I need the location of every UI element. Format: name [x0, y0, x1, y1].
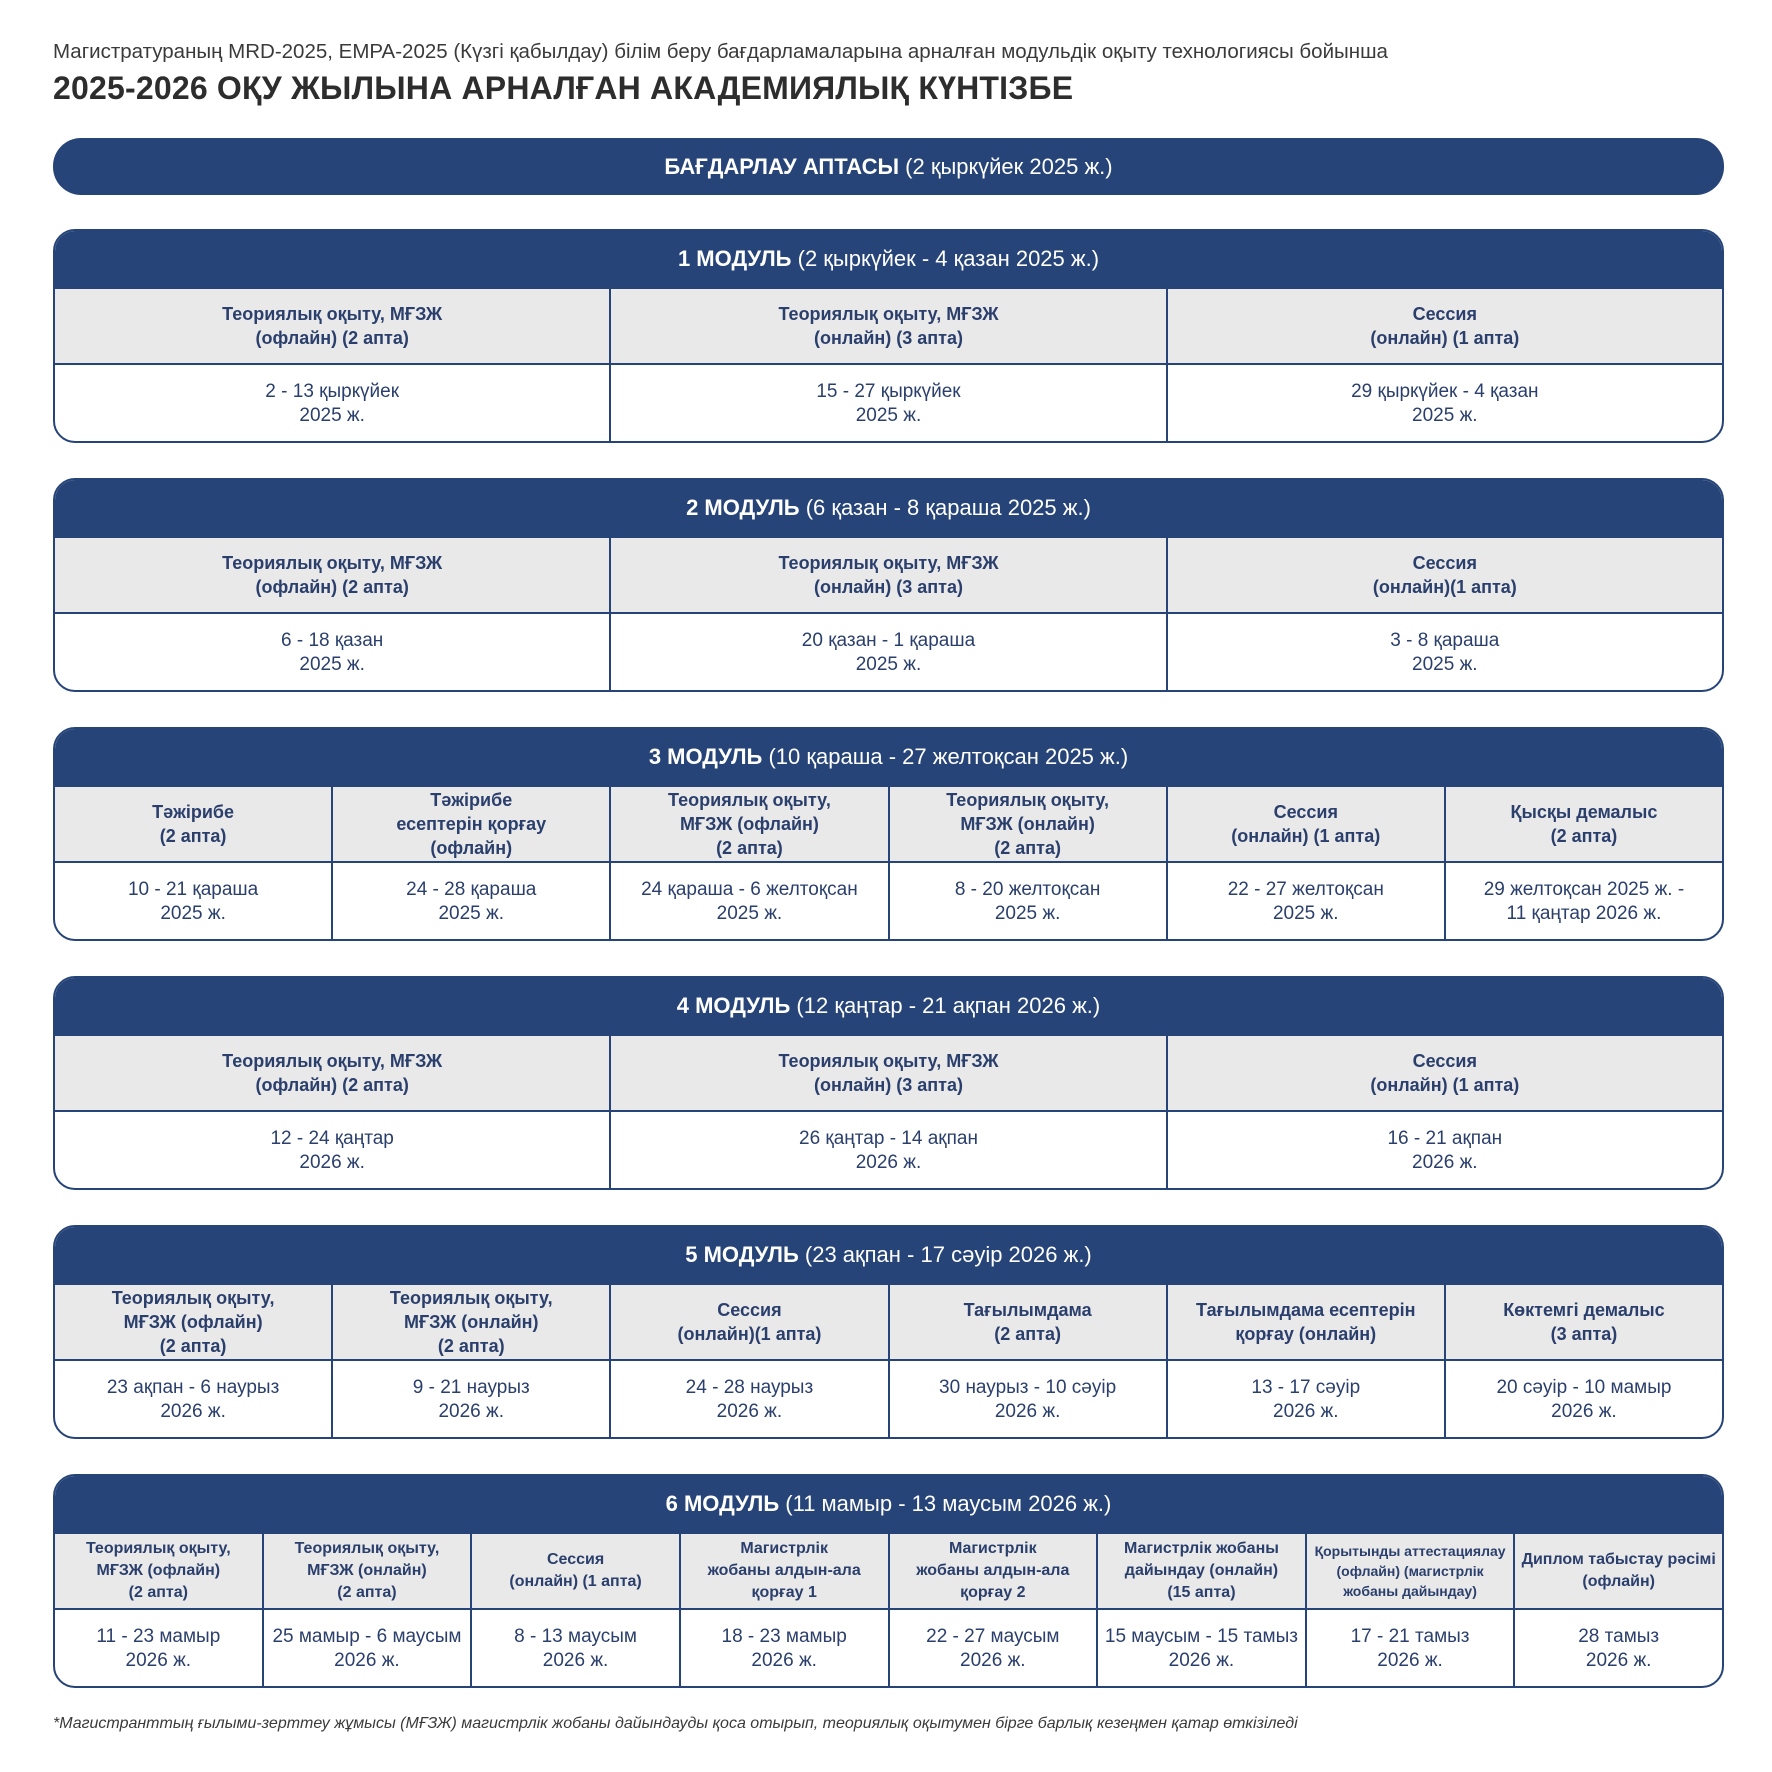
module-column: [1513, 1532, 1722, 1688]
column-header: Теориялық оқыту, МҒЗЖ (офлайн) (2 апта): [611, 785, 887, 863]
module-6-table: [53, 1474, 1724, 1688]
module-grid: [55, 287, 1722, 443]
module-grid: [55, 1034, 1722, 1190]
module-column: [55, 1034, 609, 1190]
column-header: Тәжірибе есептерін қорғау (офлайн): [333, 785, 609, 863]
column-header: Теориялық оқыту, МҒЗЖ (офлайн) (2 апта): [55, 287, 609, 365]
module-1-table: [53, 229, 1724, 443]
module-column: [1166, 287, 1722, 443]
module-header: [55, 978, 1722, 1034]
column-dates: 23 ақпан - 6 наурыз 2026 ж.: [106, 1377, 280, 1422]
column-header: Тәжірибе (2 апта): [55, 785, 331, 863]
module-column: [609, 536, 1165, 692]
module-name: 2 МОДУЛЬ: [686, 495, 800, 520]
column-header: Теориялық оқыту, МҒЗЖ (онлайн) (3 апта): [611, 1034, 1165, 1112]
column-dates: 16 - 21 ақпан 2026 ж.: [1387, 1128, 1503, 1173]
column-header: Сессия (онлайн) (1 апта): [1168, 785, 1444, 863]
column-header: Магистрлік жобаны алдын-ала қорғау 2: [890, 1532, 1097, 1610]
module-column: [1444, 1283, 1722, 1439]
module-grid: [55, 1532, 1722, 1688]
column-header: Теориялық оқыту, МҒЗЖ (офлайн) (2 апта): [55, 1034, 609, 1112]
module-column: [888, 1283, 1166, 1439]
module-column: [55, 1532, 262, 1688]
column-header: Сессия (онлайн) (1 апта): [472, 1532, 679, 1610]
module-4-table: [53, 976, 1724, 1190]
column-header: Теориялық оқыту, МҒЗЖ (онлайн) (2 апта): [890, 785, 1166, 863]
module-column: [331, 1283, 609, 1439]
column-dates: 8 - 20 желтоқсан 2025 ж.: [954, 879, 1101, 924]
module-header: [55, 231, 1722, 287]
module-period: (12 қаңтар - 21 ақпан 2026 ж.): [790, 993, 1101, 1018]
column-header: Тағылымдама (2 апта): [890, 1283, 1166, 1361]
column-dates: 24 - 28 наурыз 2026 ж.: [685, 1377, 814, 1422]
column-dates: 22 - 27 маусым 2026 ж.: [926, 1626, 1060, 1671]
module-header: [55, 1227, 1722, 1283]
column-dates: 22 - 27 желтоқсан 2025 ж.: [1227, 879, 1384, 924]
module-column: [1305, 1532, 1514, 1688]
module-2-table: [53, 478, 1724, 692]
column-dates: 2 - 13 қыркүйек 2025 ж.: [265, 381, 400, 426]
module-header: [55, 480, 1722, 536]
column-header: Көктемгі демалыс (3 апта): [1446, 1283, 1722, 1361]
module-period: (10 қараша - 27 желтоқсан 2025 ж.): [762, 744, 1129, 769]
module-period: (2 қыркүйек - 4 қазан 2025 ж.): [791, 246, 1100, 271]
column-dates: 28 тамыз 2026 ж.: [1578, 1626, 1660, 1671]
column-header: Теориялық оқыту, МҒЗЖ (онлайн) (3 апта): [611, 287, 1165, 365]
module-column: [1166, 1283, 1444, 1439]
module-column: [609, 1034, 1165, 1190]
calendar-title: 2025-2026 ОҚУ ЖЫЛЫНА АРНАЛҒАН АКАДЕМИЯЛЫҚ КҮНТІЗБЕ: [53, 70, 1074, 106]
column-header: Теориялық оқыту, МҒЗЖ (офлайн) (2 апта): [55, 536, 609, 614]
module-column: [888, 785, 1166, 941]
column-dates: 6 - 18 қазан 2025 ж.: [281, 630, 384, 675]
column-dates: 9 - 21 наурыз 2026 ж.: [412, 1377, 530, 1422]
column-header: Сессия (онлайн) (1 апта): [1168, 1034, 1722, 1112]
module-column: [55, 536, 609, 692]
column-header: Сессия (онлайн)(1 апта): [611, 1283, 887, 1361]
column-header: Қорытынды аттестациялау (офлайн) (магистрлік жобаны дайындау): [1307, 1532, 1514, 1610]
module-column: [609, 287, 1165, 443]
calendar-subtitle: Магистратураның MRD-2025, EMPA-2025 (Күзгі қабылдау) білім беру бағдарламаларына арналған модульдік оқыту технологиясы бойынша: [53, 40, 1388, 63]
column-header: Тағылымдама есептерін қорғау (онлайн): [1168, 1283, 1444, 1361]
module-column: [609, 785, 887, 941]
orientation-week-label: БАҒДАРЛАУ АПТАСЫ: [664, 153, 900, 179]
column-dates: 30 наурыз - 10 сәуір 2026 ж.: [939, 1377, 1117, 1422]
module-column: [1096, 1532, 1305, 1688]
module-column: [262, 1532, 471, 1688]
column-header: Теориялық оқыту, МҒЗЖ (онлайн) (2 апта): [333, 1283, 609, 1361]
module-column: [1166, 1034, 1722, 1190]
column-header: Теориялық оқыту, МҒЗЖ (онлайн) (3 апта): [611, 536, 1165, 614]
column-header: Магистрлік жобаны дайындау (онлайн) (15 апта): [1098, 1532, 1305, 1610]
column-dates: 20 сәуір - 10 мамыр 2026 ж.: [1496, 1377, 1672, 1422]
column-header: Теориялық оқыту, МҒЗЖ (офлайн) (2 апта): [55, 1532, 262, 1610]
column-dates: 11 - 23 мамыр 2026 ж.: [96, 1626, 221, 1671]
module-name: 1 МОДУЛЬ: [677, 246, 792, 271]
column-dates: 25 мамыр - 6 маусым 2026 ж.: [272, 1626, 462, 1671]
column-dates: 24 - 28 қараша 2025 ж.: [406, 879, 537, 924]
module-column: [55, 287, 609, 443]
column-header: Теориялық оқыту, МҒЗЖ (офлайн) (2 апта): [55, 1283, 331, 1361]
column-header: Қысқы демалыс (2 апта): [1446, 785, 1722, 863]
column-dates: 12 - 24 қаңтар 2026 ж.: [270, 1128, 394, 1173]
column-dates: 26 қаңтар - 14 ақпан 2026 ж.: [799, 1128, 978, 1173]
module-grid: [55, 1283, 1722, 1439]
column-dates: 29 қыркүйек - 4 қазан 2025 ж.: [1351, 381, 1539, 426]
module-period: (23 ақпан - 17 сәуір 2026 ж.): [798, 1242, 1092, 1267]
column-dates: 13 - 17 сәуір 2026 ж.: [1251, 1377, 1361, 1422]
module-period: (6 қазан - 8 қараша 2025 ж.): [799, 495, 1091, 520]
module-column: [1444, 785, 1722, 941]
orientation-week-banner: [53, 138, 1724, 195]
module-column: [609, 1283, 887, 1439]
column-dates: 8 - 13 маусым 2026 ж.: [514, 1626, 637, 1671]
column-header: Сессия (онлайн) (1 апта): [1168, 287, 1722, 365]
module-column: [470, 1532, 679, 1688]
column-header: Магистрлік жобаны алдын-ала қорғау 1: [681, 1532, 888, 1610]
column-dates: 10 - 21 қараша 2025 ж.: [127, 879, 259, 924]
module-column: [679, 1532, 888, 1688]
module-column: [888, 1532, 1097, 1688]
column-dates: 15 - 27 қыркүйек 2025 ж.: [816, 381, 961, 426]
module-grid: [55, 785, 1722, 941]
module-column: [1166, 536, 1722, 692]
module-header: [55, 729, 1722, 785]
module-name: 4 МОДУЛЬ: [676, 993, 791, 1018]
column-dates: 24 қараша - 6 желтоқсан 2025 ж.: [641, 879, 858, 924]
footnote: *Магистранттың ғылыми-зерттеу жұмысы (МҒЗЖ) магистрлік жобаны дайындауды қоса отырып, теориялық оқытумен бірге барлық кезеңмен қатар өткізіледі: [53, 1715, 1298, 1732]
column-dates: 20 қазан - 1 қараша 2025 ж.: [801, 630, 976, 675]
column-dates: 18 - 23 мамыр 2026 ж.: [721, 1626, 847, 1671]
module-name: 6 МОДУЛЬ: [665, 1491, 780, 1516]
column-header: Теориялық оқыту, МҒЗЖ (онлайн) (2 апта): [264, 1532, 471, 1610]
column-dates: 17 - 21 тамыз 2026 ж.: [1350, 1626, 1470, 1671]
orientation-week-dates: (2 қыркүйек 2025 ж.): [899, 153, 1113, 179]
module-column: [55, 785, 331, 941]
column-dates: 3 - 8 қараша 2025 ж.: [1390, 630, 1500, 675]
column-header: Сессия (онлайн)(1 апта): [1168, 536, 1722, 614]
column-dates: 15 маусым - 15 тамыз 2026 ж.: [1104, 1626, 1298, 1671]
column-header: Диплом табыстау рәсімі (офлайн): [1515, 1532, 1722, 1610]
module-5-table: [53, 1225, 1724, 1439]
column-dates: 29 желтоқсан 2025 ж. - 11 қаңтар 2026 ж.: [1483, 879, 1685, 924]
module-column: [1166, 785, 1444, 941]
module-column: [55, 1283, 331, 1439]
module-header: [55, 1476, 1722, 1532]
module-name: 3 МОДУЛЬ: [648, 744, 763, 769]
module-3-table: [53, 727, 1724, 941]
module-column: [331, 785, 609, 941]
module-period: (11 мамыр - 13 маусым 2026 ж.): [779, 1491, 1112, 1516]
module-name: 5 МОДУЛЬ: [685, 1242, 799, 1267]
module-grid: [55, 536, 1722, 692]
